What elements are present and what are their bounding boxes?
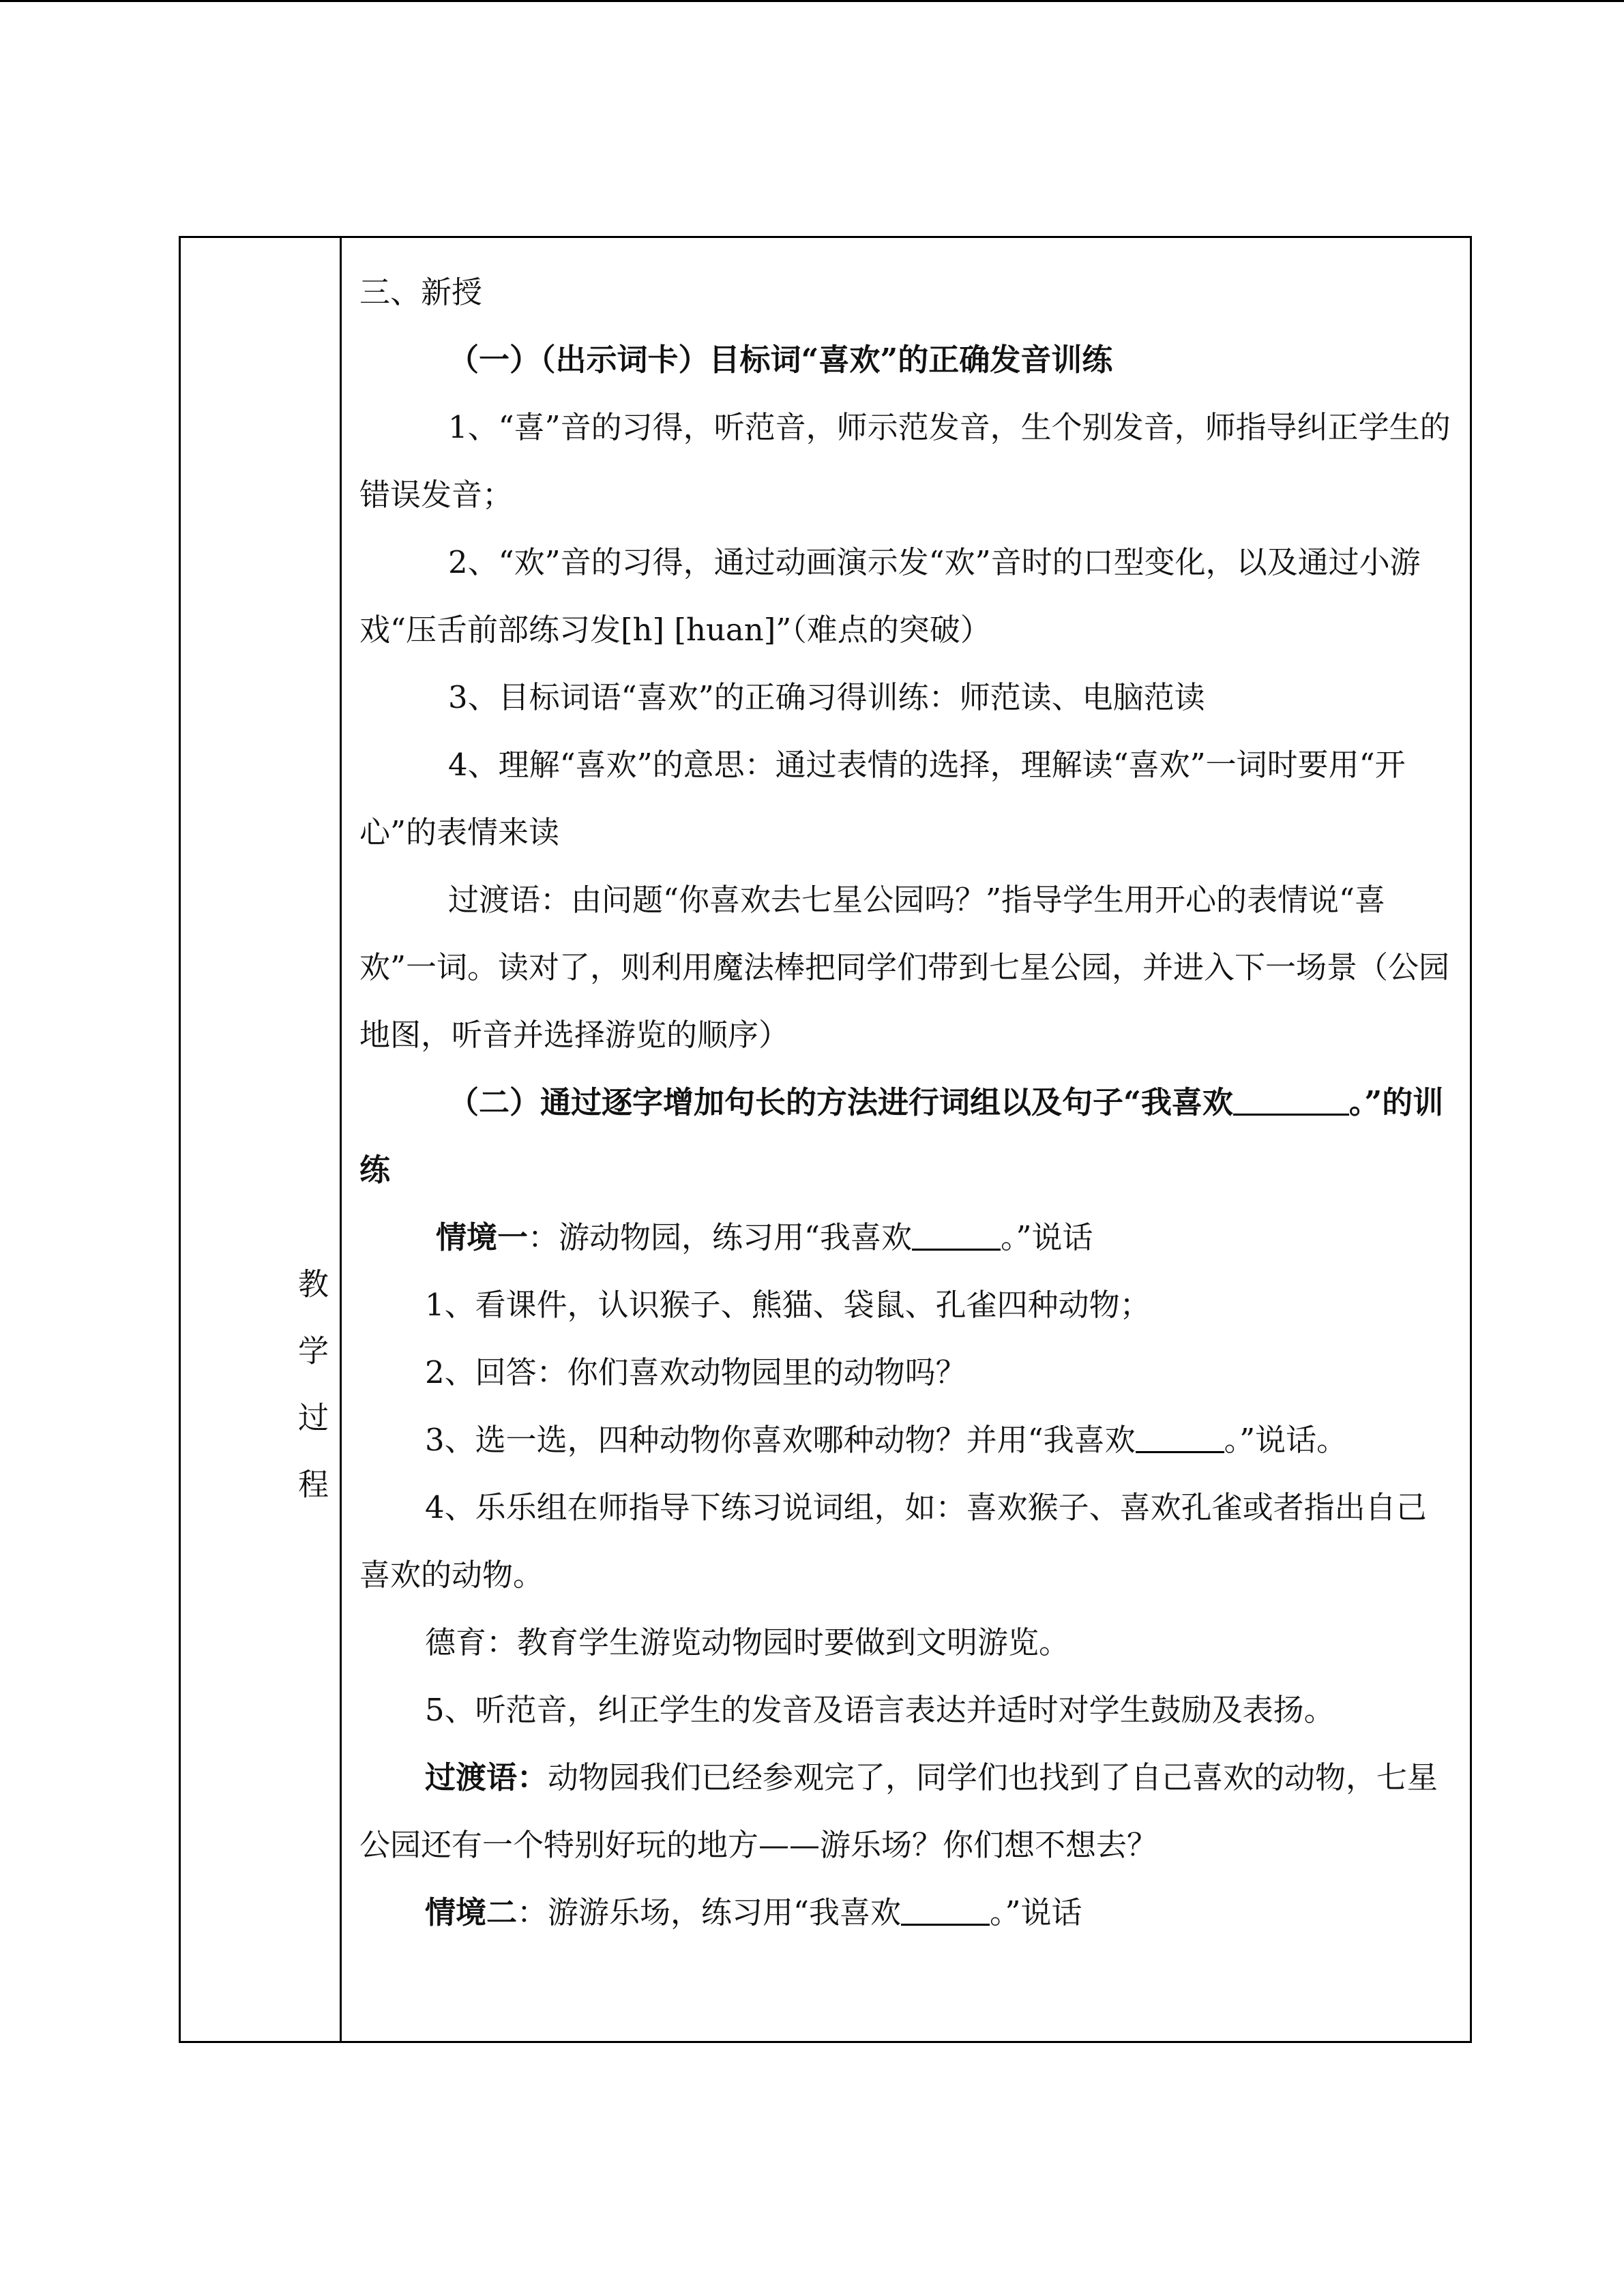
label-char: 程 (293, 1468, 329, 1499)
subsection-heading-2 (359, 1069, 1451, 1204)
scenario-text: 。”说话 (1001, 1219, 1093, 1255)
section-heading: 三、新授 (359, 274, 483, 310)
step-paragraph: 1、“喜”音的习得，听范音，师示范发音，生个别发音，师指导纠正学生的错误发音； (359, 409, 1451, 513)
step-paragraph: 2、“欢”音的习得，通过动画演示发“欢”音时的口型变化，以及通过小游戏“压舌前部练习发[h] [huan]”（难点的突破） (359, 544, 1421, 648)
moral-education-paragraph: 德育：教育学生游览动物园时要做到文明游览。 (425, 1624, 1070, 1660)
lesson-plan-table (179, 236, 1472, 2043)
heading-text: （二）通过逐字增加句长的方法进行词组以及句子“我喜欢 (448, 1084, 1233, 1120)
top-border-line (0, 0, 1624, 2)
scenario-text: ：游游乐场，练习用“我喜欢 (517, 1894, 902, 1930)
blank-line (901, 1893, 990, 1926)
blank-line (912, 1218, 1001, 1251)
label-char: 学 (293, 1335, 329, 1365)
label-char: 过 (293, 1401, 329, 1432)
step-paragraph: 4、理解“喜欢”的意思：通过表情的选择，理解读“喜欢”一词时要用“开心”的表情来读 (359, 747, 1406, 850)
step-text: 。”说话。 (1224, 1422, 1348, 1458)
step-paragraph: 1、看课件，认识猴子、熊猫、袋鼠、孔雀四种动物； (425, 1287, 1151, 1323)
label-char: 教 (293, 1268, 329, 1298)
subsection-heading-1: （一）（出示词卡）目标词“喜欢”的正确发音训练 (448, 342, 1113, 378)
scenario-label: 情境一 (436, 1219, 529, 1255)
heading-text: 。”的训练 (359, 1084, 1444, 1188)
transition-text: 动物园我们已经参观完了，同学们也找到了自己喜欢的动物，七星公园还有一个特别好玩的地方——游乐场？你们想不想去？ (359, 1759, 1438, 1863)
scenario-label: 情境二 (425, 1894, 518, 1930)
transition-label: 过渡语： (425, 1759, 548, 1795)
step-paragraph: 2、回答：你们喜欢动物园里的动物吗？ (425, 1354, 966, 1390)
transition-paragraph (359, 1744, 1451, 1879)
transition-paragraph: 过渡语：由问题“你喜欢去七星公园吗？”指导学生用开心的表情说“喜欢”一词。读对了，则利用魔法棒把同学们带到七星公园，并进入下一场景（公园地图，听音并选择游览的顺序） (359, 882, 1450, 1053)
blank-line (1136, 1420, 1224, 1453)
scenario-text: ：游动物园，练习用“我喜欢 (528, 1219, 913, 1255)
scenario-heading-1 (359, 1204, 1451, 1271)
section-label (181, 1268, 340, 1499)
step-paragraph (359, 1406, 1451, 1474)
step-paragraph: 3、目标词语“喜欢”的正确习得训练：师范读、电脑范读 (448, 679, 1205, 715)
scenario-text: 。”说话 (990, 1894, 1082, 1930)
blank-line (1233, 1083, 1349, 1116)
step-paragraph: 4、乐乐组在师指导下练习说词组，如：喜欢猴子、喜欢孔雀或者指出自己喜欢的动物。 (359, 1489, 1427, 1593)
section-label-cell (181, 238, 342, 2041)
content-cell (359, 258, 1451, 1946)
step-paragraph: 5、听范音，纠正学生的发音及语言表达并适时对学生鼓励及表扬。 (425, 1692, 1335, 1728)
step-text: 3、选一选，四种动物你喜欢哪种动物？并用“我喜欢 (425, 1422, 1136, 1458)
scenario-heading-2 (359, 1879, 1451, 1946)
